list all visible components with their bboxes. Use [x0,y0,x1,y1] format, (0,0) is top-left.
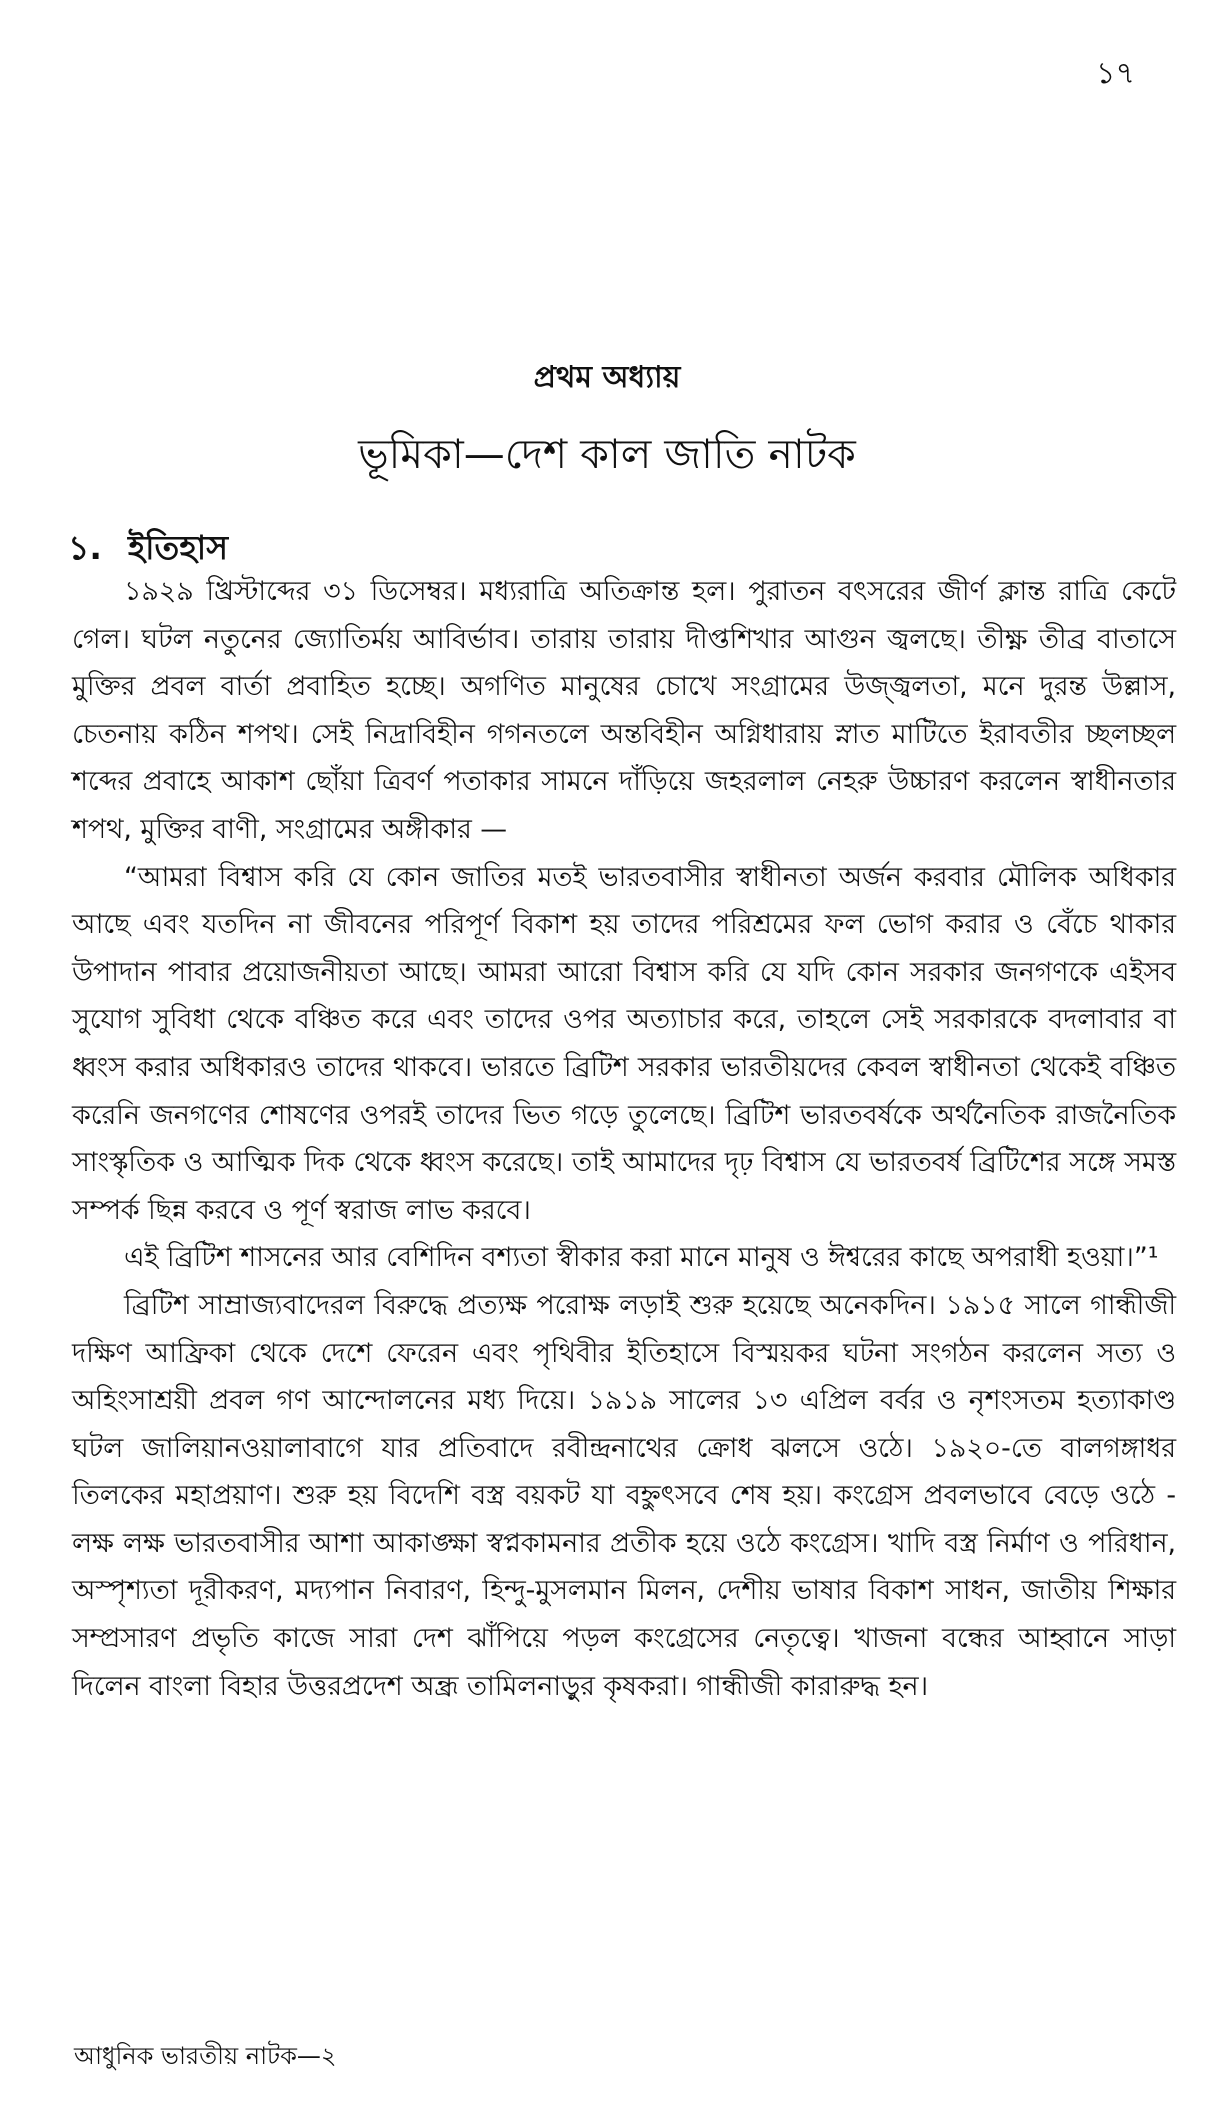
quote-paragraph: “আমরা বিশ্বাস করি যে কোন জাতির মতই ভারতবাসীর স্বাধীনতা অর্জন করবার মৌলিক অধিকার আছে এবং যতদিন না জীবনের পরিপূর্ণ বিকাশ হয় তাদের পরিশ্রমের ফল ভোগ করার ও বেঁচে থাকার উপাদান পাবার প্রয়োজনীয়তা আছে। আমরা আরো বিশ্বাস করি যে যদি কোন সরকার জনগণকে এইসব সুযোগ সুবিধা থেকে বঞ্চিত করে এবং তাদের ওপর অত্যাচার করে, তাহলে সেই সরকারকে বদলাবার বা ধ্বংস করার অধিকারও তাদের থাকবে। ভারতে ব্রিটিশ সরকার ভারতীয়দের কেবল স্বাধীনতা থেকেই বঞ্চিত করেনি জনগণের শোষণের ওপরই তাদের ভিত গড়ে তুলেছে। ব্রিটিশ ভারতবর্ষকে অর্থনৈতিক রাজনৈতিক সাংস্কৃতিক ও আত্মিক দিক থেকে ধ্বংস করেছে। তাই আমাদের দৃঢ় বিশ্বাস যে ভারতবর্ষ ব্রিটিশের সঙ্গে সমস্ত সম্পর্ক ছিন্ন করবে ও পূর্ণ স্বরাজ লাভ করবে। [72,861,1176,1226]
section-heading [68,526,228,570]
chapter-title: ভূমিকা—দেশ কাল জাতি নাটক [358,430,856,478]
section-title: ইতিহাস [127,528,229,567]
running-footer: আধুনিক ভারতীয় নাটক—২ [74,2042,337,2070]
chapter-label: প্রথম অধ্যায় [533,360,681,395]
section-number: ১. [68,528,102,567]
paragraph: ব্রিটিশ সাম্রাজ্যবাদেরল বিরুদ্ধে প্রত্যক্ষ পরোক্ষ লড়াই শুরু হয়েছে অনেকদিন। ১৯১৫ সালে গান্ধীজী দক্ষিণ আফ্রিকা থেকে দেশে ফেরেন এবং পৃথিবীর ইতিহাসে বিস্ময়কর ঘটনা সংগঠন করলেন সত্য ও অহিংসাশ্রয়ী প্রবল গণ আন্দোলনের মধ্য দিয়ে। ১৯১৯ সালের ১৩ এপ্রিল বর্বর ও নৃশংসতম হত্যাকাণ্ড ঘটল জালিয়ানওয়ালাবাগে যার প্রতিবাদে রবীন্দ্রনাথের ক্রোধ ঝলসে ওঠে। ১৯২০-তে বালগঙ্গাধর তিলকের মহাপ্রয়াণ। শুরু হয় বিদেশি বস্ত্র বয়কট যা বহ্নুৎসবে শেষ হয়। কংগ্রেস প্রবলভাবে বেড়ে ওঠে - লক্ষ লক্ষ ভারতবাসীর আশা আকাঙ্ক্ষা স্বপ্নকামনার প্রতীক হয়ে ওঠে কংগ্রেস। খাদি বস্ত্র নির্মাণ ও পরিধান, অস্পৃশ্যতা দূরীকরণ, মদ্যপান নিবারণ, হিন্দু-মুসলমান মিলন, দেশীয় ভাষার বিকাশ সাধন, জাতীয় শিক্ষার সম্প্রসারণ প্রভৃতি কাজে সারা দেশ ঝাঁপিয়ে পড়ল কংগ্রেসের নেতৃত্বে। খাজনা বন্ধের আহ্বানে সাড়া দিলেন বাংলা বিহার উত্তরপ্রদেশ অন্ধ্র তামিলনাড়ুর কৃষকরা। গান্ধীজী কারারুদ্ধ হন। [72,1289,1176,1702]
body-text [72,568,1176,1710]
page-number: ১৭ [1096,56,1135,91]
paragraph: ১৯২৯ খ্রিস্টাব্দের ৩১ ডিসেম্বর। মধ্যরাত্রি অতিক্রান্ত হল। পুরাতন বৎসরের জীর্ণ ক্লান্ত রাত্রি কেটে গেল। ঘটল নতুনের জ্যোতির্ময় আবির্ভাব। তারায় তারায় দীপ্তশিখার আগুন জ্বলছে। তীক্ষ্ণ তীব্র বাতাসে মুক্তির প্রবল বার্তা প্রবাহিত হচ্ছে। অগণিত মানুষের চোখে সংগ্রামের উজ্জ্বলতা, মনে দুরন্ত উল্লাস, চেতনায় কঠিন শপথ। সেই নিদ্রাবিহীন গগনতলে অন্তবিহীন অগ্নিধারায় স্নাত মাটিতে ইরাবতীর চ্ছলচ্ছল শব্দের প্রবাহে আকাশ ছোঁয়া ত্রিবর্ণ পতাকার সামনে দাঁড়িয়ে জহরলাল নেহরু উচ্চারণ করলেন স্বাধীনতার শপথ, মুক্তির বাণী, সংগ্রামের অঙ্গীকার — [72,576,1176,845]
quote-paragraph-end: এই ব্রিটিশ শাসনের আর বেশিদিন বশ্যতা স্বীকার করা মানে মানুষ ও ঈশ্বরের কাছে অপরাধী হওয়া।”¹ [124,1242,1159,1274]
